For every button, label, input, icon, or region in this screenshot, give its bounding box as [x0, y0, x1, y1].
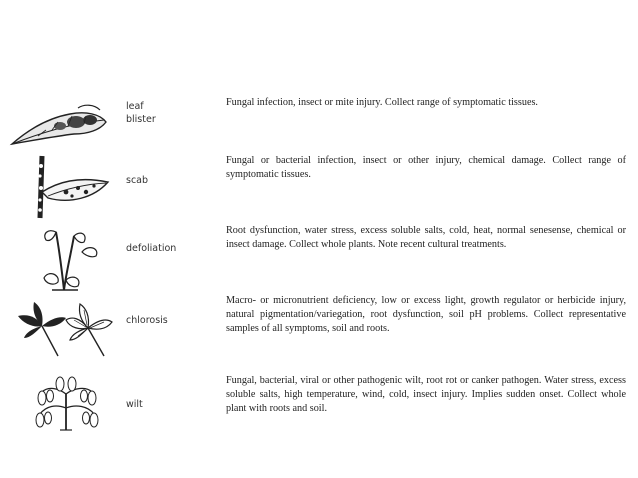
leaf-blister-illustration-icon: [8, 100, 118, 152]
term-label: leaf blister: [126, 101, 156, 125]
description-text: Fungal or bacterial infection, insect or other injury, chemical damage. Collect range of symptomatic tissues.: [226, 155, 626, 180]
description-text: Root dysfunction, water stress, excess soluble salts, cold, heat, normal senesense, chemical or insect damage. Collect whole plants. Note recent cultural treatments.: [226, 225, 626, 250]
term-label: chlorosis: [126, 315, 168, 326]
description-text: Fungal, bacterial, viral or other pathogenic wilt, root rot or canker pathogen. Water stress, excess soluble salts, high temperature, wind, cold, insect injury. Implies sudden onset. Collect whole plant with roots and soil.: [226, 375, 626, 414]
scab-illustration-icon: [8, 154, 118, 220]
defoliation-illustration-icon: [8, 224, 118, 294]
description-text: Macro- or micronutrient deficiency, low or excess light, growth regulator or herbicide injury, natural pigmentation/variegation, root dysfunction, soil pH problems. Collect representative samples of all symptoms, soil and roots.: [226, 295, 626, 334]
term-label: scab: [126, 175, 149, 186]
chlorosis-illustration-icon: [8, 298, 118, 360]
description-text: Fungal infection, insect or mite injury. Collect range of symptomatic tissues.: [226, 97, 538, 108]
term-label: defoliation: [126, 243, 177, 254]
term-label: wilt: [126, 399, 143, 410]
wilt-illustration-icon: [8, 374, 118, 432]
